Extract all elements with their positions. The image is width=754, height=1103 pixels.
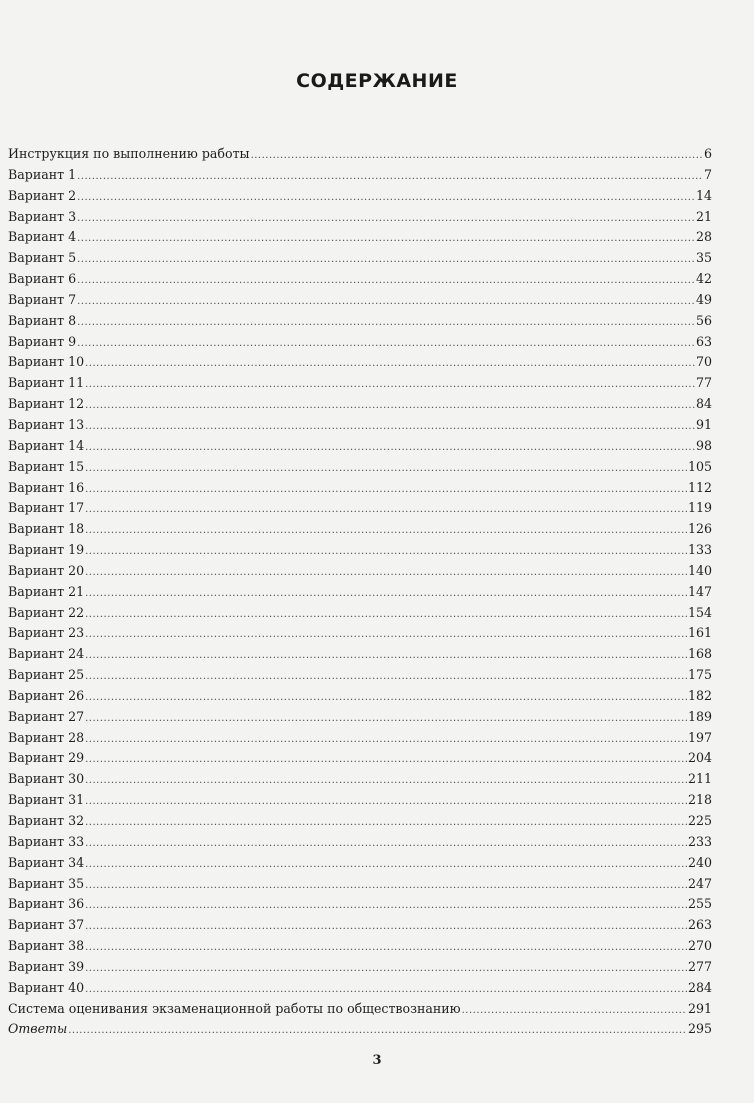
toc-entry-page: 168 xyxy=(687,646,712,662)
toc-entry-label: Вариант 2 xyxy=(8,187,77,203)
toc-entry-label: Вариант 3 xyxy=(8,208,77,224)
toc-entry-label: Вариант 27 xyxy=(8,708,85,724)
toc-entry-label: Вариант 16 xyxy=(8,479,85,495)
toc-entry xyxy=(8,352,712,373)
toc-entry-label: Вариант 8 xyxy=(8,312,77,328)
toc-entry-page: 112 xyxy=(687,479,712,495)
toc-entry-label: Вариант 1 xyxy=(8,166,77,182)
toc-entry-label: Вариант 18 xyxy=(8,521,85,537)
toc-entry-label: Вариант 26 xyxy=(8,687,85,703)
dot-leader xyxy=(77,334,695,355)
toc-entry xyxy=(8,457,712,478)
toc-entry-label: Вариант 15 xyxy=(8,458,85,474)
dot-leader xyxy=(77,250,695,271)
toc-entry-label: Вариант 30 xyxy=(8,771,85,787)
toc-entry-label: Инструкция по выполнению работы xyxy=(8,146,250,161)
dot-leader xyxy=(85,563,687,584)
toc-entry-page: 91 xyxy=(695,416,712,432)
toc-entry-page: 70 xyxy=(695,354,712,370)
toc-entry xyxy=(8,894,712,915)
toc-entry-page: 49 xyxy=(695,291,712,307)
toc-entry-label: Вариант 31 xyxy=(8,792,85,808)
toc-entry-label: Вариант 11 xyxy=(8,375,85,391)
dot-leader xyxy=(85,354,695,375)
toc-entry xyxy=(8,248,712,269)
dot-leader xyxy=(85,459,687,480)
dot-leader xyxy=(85,813,687,834)
toc-entry xyxy=(8,498,712,519)
dot-leader xyxy=(77,313,695,334)
dot-leader xyxy=(85,646,687,667)
toc-entry xyxy=(8,707,712,728)
toc-entry-page: 133 xyxy=(687,542,712,558)
toc-entry xyxy=(8,144,712,165)
toc-entry xyxy=(8,227,712,248)
dot-leader xyxy=(85,771,687,792)
toc-entry xyxy=(8,478,712,499)
page-title: СОДЕРЖАНИЕ xyxy=(296,70,458,92)
toc-entry-page: 119 xyxy=(687,500,712,516)
toc-entry-page: 189 xyxy=(687,708,712,724)
dot-leader xyxy=(85,959,687,980)
toc-entry-page: 182 xyxy=(687,687,712,703)
dot-leader xyxy=(77,167,703,188)
toc-entry xyxy=(8,1019,712,1040)
toc-entry-label: Вариант 12 xyxy=(8,396,85,412)
toc-entry-label: Вариант 6 xyxy=(8,271,77,287)
dot-leader xyxy=(462,1001,687,1022)
toc-entry-page: 56 xyxy=(695,312,712,328)
toc-entry-page: 42 xyxy=(695,271,712,287)
toc-entry-page: 204 xyxy=(687,750,712,766)
toc-entry xyxy=(8,582,712,603)
dot-leader xyxy=(85,667,687,688)
dot-leader xyxy=(77,271,695,292)
toc-entry-label: Вариант 19 xyxy=(8,542,85,558)
toc-entry-page: 140 xyxy=(687,562,712,578)
toc-entry-page: 233 xyxy=(687,833,712,849)
toc-entry xyxy=(8,603,712,624)
dot-leader xyxy=(85,750,687,771)
toc-entry-label: Вариант 10 xyxy=(8,354,85,370)
toc-entry xyxy=(8,269,712,290)
toc-entry-page: 291 xyxy=(687,1000,712,1016)
toc-entry-page: 147 xyxy=(687,583,712,599)
toc-entry-page: 197 xyxy=(687,729,712,745)
toc-entry-page: 63 xyxy=(695,333,712,349)
toc-entry-label: Ответы xyxy=(8,1021,68,1037)
toc-entry-label: Система оценивания экзаменационной работы по обществознанию xyxy=(8,1000,461,1016)
toc-entry-page: 277 xyxy=(687,958,712,974)
dot-leader xyxy=(85,396,695,417)
toc-entry-page: 28 xyxy=(695,229,712,245)
toc-entry-label: Вариант 40 xyxy=(8,979,85,995)
toc-entry-label: Вариант 32 xyxy=(8,813,85,828)
dot-leader xyxy=(85,500,687,521)
toc-entry xyxy=(8,999,712,1020)
toc-entry-label: Вариант 38 xyxy=(8,938,85,954)
dot-leader xyxy=(85,605,687,626)
toc-entry xyxy=(8,936,712,957)
toc-entry xyxy=(8,769,712,790)
toc-entry-label: Вариант 37 xyxy=(8,917,85,933)
toc-entry-page: 105 xyxy=(687,458,712,474)
toc-entry-page: 284 xyxy=(687,979,712,995)
dot-leader xyxy=(85,876,687,897)
toc-entry xyxy=(8,790,712,811)
toc-entry-page: 255 xyxy=(687,896,712,912)
toc-entry-page: 126 xyxy=(687,521,712,537)
toc-entry-page: 247 xyxy=(687,875,712,891)
toc-entry-label: Вариант 21 xyxy=(8,583,85,599)
dot-leader xyxy=(85,792,687,813)
dot-leader xyxy=(77,209,695,230)
dot-leader xyxy=(85,375,695,396)
toc-entry-page: 154 xyxy=(687,604,712,620)
toc-entry xyxy=(8,415,712,436)
dot-leader xyxy=(77,188,695,209)
toc-entry xyxy=(8,186,712,207)
toc-entry-label: Вариант 36 xyxy=(8,896,85,912)
toc-entry-label: Вариант 35 xyxy=(8,875,85,891)
toc-entry-label: Вариант 7 xyxy=(8,291,77,307)
toc-entry-label: Вариант 24 xyxy=(8,646,85,662)
dot-leader xyxy=(85,938,687,959)
toc-entry-label: Вариант 34 xyxy=(8,854,85,870)
toc-entry-page: 295 xyxy=(687,1021,712,1037)
toc-entry-label: Вариант 14 xyxy=(8,437,85,453)
dot-leader xyxy=(85,709,687,730)
toc-entry-page: 7 xyxy=(703,166,712,182)
toc-entry-page: 35 xyxy=(695,250,712,266)
toc-entry xyxy=(8,811,712,832)
toc-entry-page: 6 xyxy=(703,146,712,161)
toc-entry-label: Вариант 22 xyxy=(8,604,85,620)
toc-entry-label: Вариант 4 xyxy=(8,229,77,245)
dot-leader xyxy=(85,834,687,855)
toc-entry-page: 161 xyxy=(687,625,712,641)
dot-leader xyxy=(77,229,695,250)
dot-leader xyxy=(85,625,687,646)
toc-entry-label: Вариант 23 xyxy=(8,625,85,641)
toc-entry-page: 211 xyxy=(687,771,712,787)
toc-entry xyxy=(8,623,712,644)
dot-leader xyxy=(77,292,695,313)
toc-entry xyxy=(8,728,712,749)
toc-entry xyxy=(8,665,712,686)
toc-entry xyxy=(8,519,712,540)
dot-leader xyxy=(68,1021,687,1042)
toc-entry-page: 84 xyxy=(695,396,712,412)
toc-entry xyxy=(8,290,712,311)
toc-entry xyxy=(8,436,712,457)
toc-entry xyxy=(8,644,712,665)
toc-entry xyxy=(8,207,712,228)
toc-entry-label: Вариант 29 xyxy=(8,750,85,766)
toc-entry xyxy=(8,332,712,353)
toc-entry-label: Вариант 5 xyxy=(8,250,77,266)
dot-leader xyxy=(85,521,687,542)
toc-entry xyxy=(8,165,712,186)
dot-leader xyxy=(85,688,687,709)
toc-entry xyxy=(8,853,712,874)
toc-entry-page: 225 xyxy=(687,813,712,828)
toc-entry-page: 21 xyxy=(695,208,712,224)
toc-entry xyxy=(8,311,712,332)
page-number: 3 xyxy=(372,1053,382,1068)
toc-entry xyxy=(8,978,712,999)
table-of-contents xyxy=(8,144,712,1040)
toc-entry-page: 77 xyxy=(695,375,712,391)
toc-entry xyxy=(8,915,712,936)
toc-entry-label: Вариант 20 xyxy=(8,562,85,578)
dot-leader xyxy=(85,542,687,563)
dot-leader xyxy=(85,730,687,751)
toc-entry-page: 14 xyxy=(695,187,712,203)
toc-entry-label: Вариант 28 xyxy=(8,729,85,745)
toc-entry-page: 98 xyxy=(695,437,712,453)
toc-entry-label: Вариант 13 xyxy=(8,416,85,432)
toc-entry xyxy=(8,832,712,853)
dot-leader xyxy=(85,896,687,917)
toc-entry xyxy=(8,874,712,895)
dot-leader xyxy=(85,417,695,438)
dot-leader xyxy=(251,146,703,167)
dot-leader xyxy=(85,438,695,459)
dot-leader xyxy=(85,584,687,605)
toc-entry-label: Вариант 9 xyxy=(8,333,77,349)
toc-entry xyxy=(8,540,712,561)
toc-entry-page: 218 xyxy=(687,792,712,808)
toc-entry xyxy=(8,373,712,394)
toc-entry-label: Вариант 33 xyxy=(8,833,85,849)
toc-entry xyxy=(8,686,712,707)
dot-leader xyxy=(85,855,687,876)
dot-leader xyxy=(85,917,687,938)
toc-entry xyxy=(8,748,712,769)
toc-entry xyxy=(8,957,712,978)
toc-entry-label: Вариант 25 xyxy=(8,667,85,683)
dot-leader xyxy=(85,480,687,501)
toc-entry-page: 270 xyxy=(687,938,712,954)
toc-entry-page: 263 xyxy=(687,917,712,933)
toc-entry-page: 175 xyxy=(687,667,712,683)
toc-entry-page: 240 xyxy=(687,854,712,870)
dot-leader xyxy=(85,980,687,1001)
toc-entry xyxy=(8,394,712,415)
toc-entry-label: Вариант 39 xyxy=(8,958,85,974)
toc-entry-label: Вариант 17 xyxy=(8,500,85,516)
toc-entry xyxy=(8,561,712,582)
